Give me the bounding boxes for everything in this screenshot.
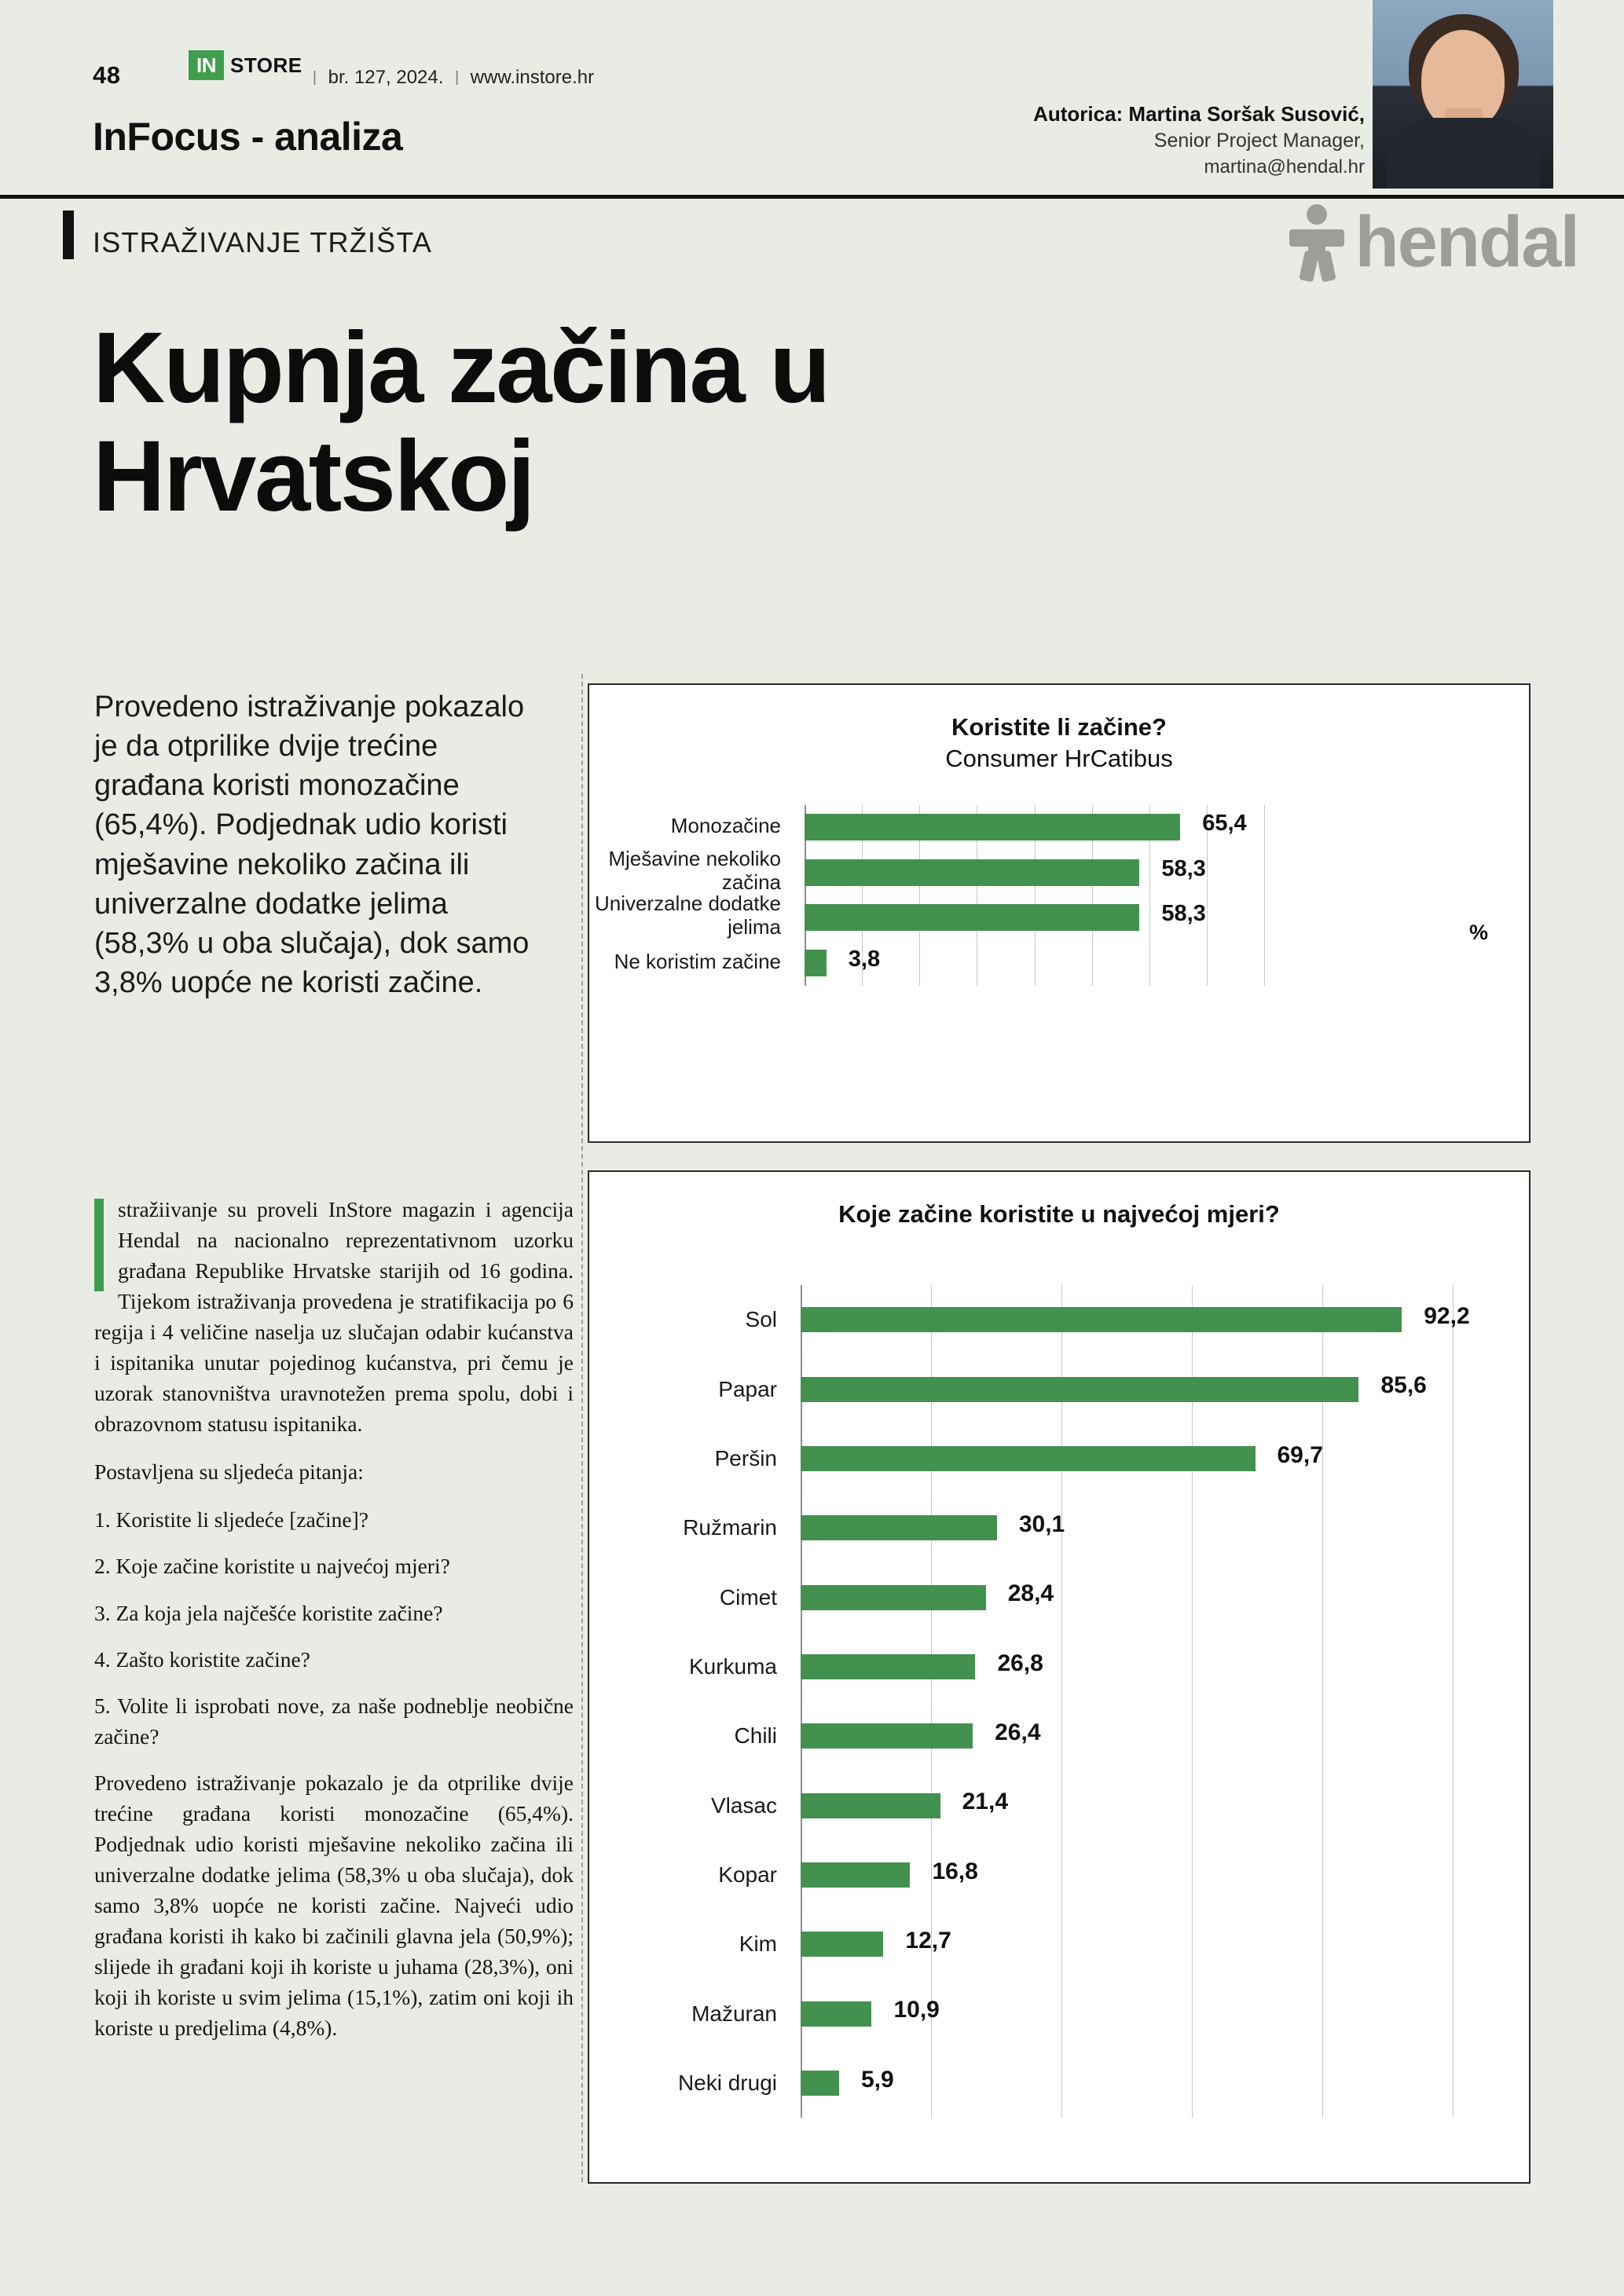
bar: [805, 950, 827, 976]
questions-intro: Postavljena su sljedeća pitanja:: [94, 1459, 364, 1485]
hendal-logo: [1289, 204, 1578, 280]
article-body: [94, 1194, 574, 2060]
list-item: 3. Za koja jela najčešće koristite začine?: [94, 1600, 443, 1625]
bar-value-label: 69,7: [1277, 1441, 1323, 1468]
chart-title: Koristite li začine?: [951, 713, 1167, 741]
dropcap-bar: [94, 1199, 104, 1291]
article-lead: Provedeno istraživanje pokazalo je da otprilike dvije trećine građana koristi monozačine (65,4%). Podjednak udio koristi mješavine nekoliko začina ili univerzalne dodatke jelima (58,3% u oba slučaja), dok samo 3,8% uopće ne koristi začine.: [94, 690, 530, 1000]
chart-panel-usage: [588, 683, 1531, 1143]
category-label: Vlasac: [710, 1792, 777, 1818]
divider-icon: |: [455, 69, 460, 86]
category-label: Sol: [745, 1307, 777, 1332]
bar-value-label: 5,9: [860, 2066, 894, 2093]
instore-logo-in: IN: [189, 50, 224, 80]
article-headline: Kupnja začina u Hrvatskoj: [93, 312, 829, 533]
website-url: www.instore.hr: [470, 67, 595, 88]
chart-title: Koje začine koristite u najvećoj mjeri?: [838, 1200, 1280, 1228]
bar: [801, 1723, 973, 1749]
chart-panel-spices: [588, 1170, 1531, 2184]
bar-chart-spices: [677, 1285, 1529, 2118]
gridline: [931, 1285, 932, 2118]
kicker-bar: [63, 211, 74, 259]
author-block: [1033, 101, 1365, 180]
axis-unit-label: %: [1469, 921, 1489, 944]
category-label: Kurkuma: [688, 1654, 777, 1679]
list-item: 5. Volite li isprobati nove, za naše podneblje neobične začine?: [94, 1693, 574, 1749]
issue-info: [306, 67, 594, 89]
bar: [805, 859, 1139, 886]
body-paragraph-1: [94, 1194, 574, 1439]
hendal-wordmark: hendal: [1355, 202, 1578, 282]
bar: [801, 1932, 883, 1957]
category-label: Mažuran: [691, 2001, 777, 2026]
instore-logo: [189, 43, 302, 87]
category-label: Chili: [734, 1723, 777, 1749]
gridline: [1453, 1285, 1454, 2118]
bar-value-label: 30,1: [1018, 1511, 1065, 1537]
avatar-face-front: [1428, 36, 1500, 112]
category-label: Peršin: [714, 1446, 777, 1471]
bar: [805, 904, 1139, 931]
divider-icon: |: [313, 69, 317, 86]
page-header: [0, 0, 1624, 196]
list-item: 4. Zašto koristite začine?: [94, 1646, 310, 1672]
author-role: Senior Project Manager,: [1153, 130, 1365, 152]
questions-list: [94, 1504, 574, 1751]
author-name: Autorica: Martina Soršak Susović,: [1033, 102, 1365, 126]
avatar-body: [1387, 118, 1541, 189]
issue-number: br. 127, 2024.: [328, 67, 444, 88]
bar-value-label: 16,8: [932, 1858, 978, 1884]
page-number: 48: [93, 61, 121, 89]
bar-value-label: 26,8: [997, 1650, 1043, 1676]
bar: [801, 1377, 1358, 1402]
category-label: Mješavine nekoliko začina: [608, 846, 781, 894]
column-divider: [581, 674, 583, 2182]
y-axis: [801, 1285, 802, 2118]
avatar: [1373, 0, 1553, 189]
bar-chart-usage: [594, 805, 1529, 986]
bar: [805, 814, 1180, 840]
instore-logo-store: STORE: [230, 53, 302, 77]
header-divider: [0, 195, 1624, 199]
bar: [801, 1515, 997, 1540]
list-item: 2. Koje začine koristite u najvećoj mjeri?: [94, 1554, 450, 1579]
category-label: Ružmarin: [683, 1515, 777, 1540]
body-paragraph-2: Provedeno istraživanje pokazalo je da otprilike dvije trećine građana koristi monozačine (65,4%). Podjednak udio koristi mješavine nekoliko začina ili univerzalne dodatke jelima (58,3% u oba slučaja), dok samo 3,8% uopće ne koristi začine. Najveći udio građana koristi ih kako bi začinili glavna jela (50,9%); slijede ih građani koji ih koriste u juhama (28,3%), oni koji ih koriste u svim jelima (15,1%), zatim oni koji ih koriste u predjelima (4,8%).: [94, 1770, 574, 2041]
author-email: martina@hendal.hr: [1204, 156, 1365, 178]
bar-value-label: 3,8: [848, 946, 881, 972]
category-label: Univerzalne dodatke jelima: [594, 892, 781, 939]
bar-value-label: 92,2: [1424, 1302, 1470, 1329]
bar: [801, 2001, 871, 2027]
bar: [801, 2071, 839, 2096]
bar-value-label: 12,7: [905, 1927, 951, 1954]
bar-value-label: 58,3: [1161, 901, 1206, 927]
bar: [801, 1793, 940, 1818]
bar-value-label: 28,4: [1007, 1580, 1054, 1607]
bar-value-label: 85,6: [1380, 1372, 1427, 1399]
category-label: Ne koristim začine: [614, 949, 781, 973]
body-paragraph-1-text: stražiivanje su proveli InStore magazin i agencija Hendal na nacionalno reprezentativnom uzorku građana Republike Hrvatske starijih od 16 godina. Tijekom istraživanja provedena je stratifikacija po 6 regija i 4 veličine naselja uz slučajan odabir kućanstva i ispitanika unutar pojedinog kućanstva, pri čemu je uzorak stanovništva uravnotežen prema spolu, dobi i obrazovnom statusu ispitanika.: [94, 1197, 574, 1437]
kicker-label: ISTRAŽIVANJE TRŽIŠTA: [93, 226, 433, 258]
list-item: 1. Koristite li sljedeće [začine]?: [94, 1507, 368, 1532]
bar: [801, 1585, 986, 1610]
bar-value-label: 58,3: [1161, 855, 1206, 881]
bar-value-label: 21,4: [962, 1789, 1008, 1815]
page-title: InFocus - analiza: [93, 115, 403, 159]
category-label: Monozačine: [670, 814, 781, 838]
chart-plot-area: [801, 1285, 1470, 2118]
bar: [801, 1862, 910, 1888]
bar-value-label: 65,4: [1202, 811, 1247, 837]
gridline: [1322, 1285, 1323, 2118]
gridline: [1061, 1285, 1062, 2118]
gridline: [1192, 1285, 1193, 2118]
bar: [801, 1446, 1256, 1471]
chart-plot-area: [805, 805, 1264, 986]
category-label: Cimet: [719, 1584, 777, 1609]
category-label: Neki drugi: [677, 2071, 777, 2096]
person-icon: [1289, 204, 1344, 280]
bar: [801, 1307, 1402, 1332]
bar: [801, 1654, 975, 1679]
category-label: Papar: [718, 1376, 777, 1401]
chart-subtitle: Consumer HrCatibus: [945, 745, 1173, 773]
category-label: Kopar: [718, 1862, 777, 1888]
gridline: [1264, 805, 1265, 986]
bar-value-label: 10,9: [893, 1997, 940, 2023]
bar-value-label: 26,4: [995, 1719, 1041, 1745]
category-label: Kim: [739, 1932, 777, 1957]
